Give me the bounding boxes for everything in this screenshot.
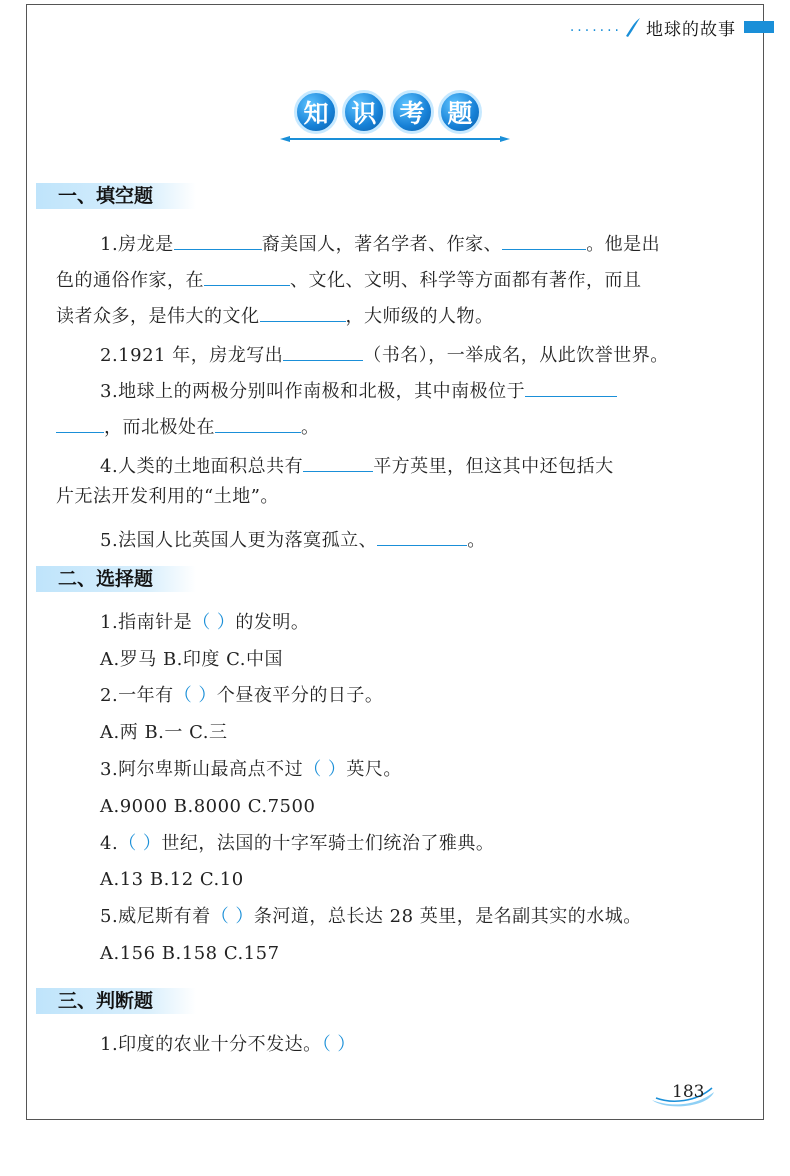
answer-parentheses[interactable]: （ ） (321, 1034, 356, 1055)
answer-blank[interactable] (56, 412, 104, 433)
answer-parentheses[interactable]: （ ） (192, 612, 236, 633)
question-text: 1.印度的农业十分不发达。 (100, 1034, 322, 1055)
answer-parentheses[interactable]: （ ） (303, 759, 347, 780)
question-line (56, 412, 320, 440)
question-text: 1.房龙是 (100, 234, 174, 255)
header-bar (744, 21, 774, 33)
banner-char: 知 (294, 90, 338, 134)
question-text: 条河道，总长达 28 英里，是名副其实的水城。 (253, 906, 642, 927)
answer-blank[interactable] (303, 451, 373, 472)
question-line (56, 485, 279, 509)
question-text: 个昼夜平分的日子。 (216, 685, 384, 706)
options-line: A.两 B.一 C.三 (100, 722, 228, 743)
question-text: 读者众多，是伟大的文化 (56, 306, 260, 327)
banner-underline (280, 136, 510, 142)
options-line: A.156 B.158 C.157 (100, 943, 280, 964)
answer-blank[interactable] (260, 301, 346, 322)
banner-char: 识 (342, 90, 386, 134)
question-text: 平方英里，但这其中还包括大 (373, 456, 614, 477)
section-heading-fill: 一、填空题 (36, 183, 196, 209)
question-text: 5.法国人比英国人更为落寞孤立、 (100, 530, 378, 551)
question-line (100, 229, 660, 257)
question-line (100, 758, 402, 782)
options-line: A.9000 B.8000 C.7500 (100, 796, 316, 817)
question-line (100, 684, 383, 708)
question-line (100, 832, 494, 856)
question-line (100, 376, 617, 404)
header-dots: ....... (569, 19, 622, 35)
question-text: 3.地球上的两极分别叫作南极和北极，其中南极位于 (100, 381, 526, 402)
question-text: 。 (301, 417, 320, 438)
options-line: A.13 B.12 C.10 (100, 869, 244, 890)
answer-blank[interactable] (174, 229, 262, 250)
question-text: 世纪，法国的十字军骑士们统治了雅典。 (161, 833, 495, 854)
answer-blank[interactable] (215, 412, 301, 433)
page-number: 183 (672, 1082, 705, 1102)
question-text: 英尺。 (346, 759, 402, 780)
answer-parentheses[interactable]: （ ） (173, 685, 217, 706)
question-line (100, 451, 614, 479)
banner-char: 题 (438, 90, 482, 134)
answer-blank[interactable] (204, 265, 290, 286)
question-text: 1.指南针是 (100, 612, 193, 633)
question-text: （书名），一举成名，从此饮誉世界。 (363, 345, 669, 366)
question-text: 、文化、文明、科学等方面都有著作，而且 (290, 270, 642, 291)
question-line (100, 611, 309, 635)
question-line (56, 301, 494, 329)
section-heading-choice: 二、选择题 (36, 566, 196, 592)
question-text: ，而北极处在 (104, 417, 215, 438)
answer-blank[interactable] (502, 229, 586, 250)
answer-blank[interactable] (525, 376, 617, 397)
section-heading-judge: 三、判断题 (36, 988, 196, 1014)
question-text: 4. (100, 833, 119, 854)
answer-blank[interactable] (283, 340, 363, 361)
question-text: 裔美国人，著名学者、作家、 (261, 234, 503, 255)
question-text: 2.一年有 (100, 685, 174, 706)
question-text: 2.1921 年，房龙写出 (100, 345, 284, 366)
section-banner (280, 90, 510, 148)
question-text: 色的通俗作家，在 (56, 270, 204, 291)
answer-blank[interactable] (377, 525, 467, 546)
question-line (56, 265, 642, 293)
question-text: 4.人类的土地面积总共有 (100, 456, 304, 477)
question-text: 3.阿尔卑斯山最高点不过 (100, 759, 304, 780)
question-line (100, 905, 642, 929)
header-title: 地球的故事 (646, 19, 736, 40)
running-header (570, 14, 774, 40)
question-text: 片无法开发利用的“土地”。 (56, 486, 279, 507)
options-line: A.罗马 B.印度 C.中国 (100, 649, 283, 670)
answer-parentheses[interactable]: （ ） (118, 833, 162, 854)
banner-char: 考 (390, 90, 434, 134)
answer-parentheses[interactable]: （ ） (210, 906, 254, 927)
page-number-badge (650, 1080, 716, 1108)
question-line (100, 525, 486, 553)
question-text: 。他是出 (586, 234, 661, 255)
question-text: 的发明。 (235, 612, 310, 633)
question-text: ，大师级的人物。 (345, 306, 494, 327)
pen-swoosh-icon (624, 16, 642, 38)
question-text: 。 (467, 530, 486, 551)
question-line (100, 1033, 356, 1057)
question-line (100, 340, 669, 368)
question-text: 5.威尼斯有着 (100, 906, 211, 927)
